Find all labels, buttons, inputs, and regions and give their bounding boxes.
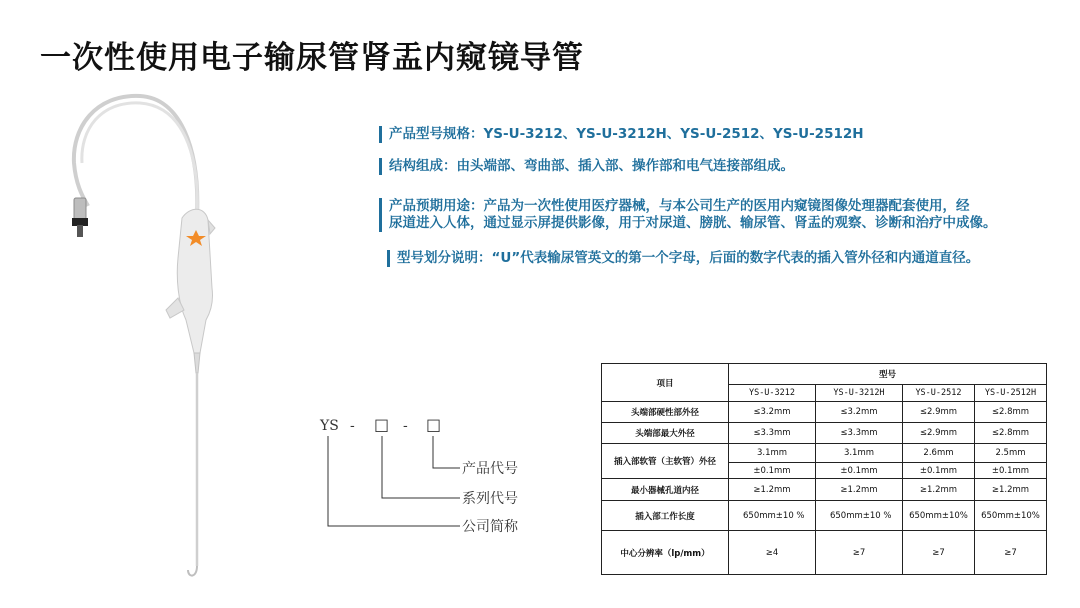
- model-col: YS-U-2512H: [974, 385, 1046, 402]
- table-row: [602, 444, 1047, 463]
- ureteroscope-illustration: [60, 88, 260, 588]
- table-cell: ≥7: [902, 531, 974, 575]
- label-product-code: 产品代号: [462, 461, 518, 477]
- header-model: 型号: [729, 364, 1047, 385]
- code-prefix: YS: [320, 418, 339, 434]
- table-cell: 2.5mm: [974, 444, 1046, 463]
- table-cell: 650mm±10 %: [729, 501, 816, 531]
- spec-table: [601, 363, 1047, 575]
- code-dash-2: -: [403, 418, 408, 434]
- table-row: [602, 402, 1047, 423]
- row-label: 最小器械孔道内径: [602, 479, 729, 501]
- model-code-diagram: [310, 410, 570, 550]
- table-cell: ≤3.2mm: [729, 402, 816, 423]
- model-col: YS-U-3212: [729, 385, 816, 402]
- table-cell: ±0.1mm: [974, 463, 1046, 479]
- label-series-code: 系列代号: [462, 491, 518, 507]
- table-row: [602, 423, 1047, 444]
- table-cell: ±0.1mm: [902, 463, 974, 479]
- code-dash-1: -: [350, 418, 355, 434]
- label-company-abbr: 公司简称: [462, 519, 518, 535]
- table-row: [602, 479, 1047, 501]
- table-cell: ≤3.3mm: [815, 423, 902, 444]
- row-label: 插入部软管（主软管）外径: [602, 444, 729, 479]
- table-cell: 650mm±10%: [902, 501, 974, 531]
- table-cell: 3.1mm: [729, 444, 816, 463]
- spec-intended-use: [379, 198, 1011, 232]
- spec-structure: 结构组成：由头端部、弯曲部、插入部、操作部和电气连接部组成。: [379, 158, 794, 175]
- table-cell: ≥4: [729, 531, 816, 575]
- code-box-product: □: [426, 415, 442, 434]
- spec-naming: 型号划分说明：“U”代表输尿管英文的第一个字母，后面的数字代表的插入管外径和内通道直径。: [387, 250, 979, 267]
- table-cell: ≤2.9mm: [902, 402, 974, 423]
- table-cell: 3.1mm: [815, 444, 902, 463]
- spec-model: 产品型号规格：YS-U-3212、YS-U-3212H、YS-U-2512、YS-U-2512H: [379, 126, 864, 143]
- table-cell: ≥7: [974, 531, 1046, 575]
- spec-intended-use-line2: 尿道进入人体，通过显示屏提供影像，用于对尿道、膀胱、输尿管、肾盂的观察、诊断和治疗中成像。: [389, 215, 997, 231]
- table-cell: 650mm±10%: [974, 501, 1046, 531]
- table-cell: ≤2.8mm: [974, 402, 1046, 423]
- code-box-series: □: [374, 415, 390, 434]
- header-item: 项目: [602, 364, 729, 402]
- row-label: 头端部硬性部外径: [602, 402, 729, 423]
- table-cell: ≤3.3mm: [729, 423, 816, 444]
- table-cell: ≥1.2mm: [974, 479, 1046, 501]
- table-row: [602, 501, 1047, 531]
- table-cell: ≥1.2mm: [902, 479, 974, 501]
- table-cell: ±0.1mm: [729, 463, 816, 479]
- row-label: 中心分辨率（lp/mm）: [602, 531, 729, 575]
- table-cell: ≥7: [815, 531, 902, 575]
- table-cell: ≤2.9mm: [902, 423, 974, 444]
- table-cell: ≤2.8mm: [974, 423, 1046, 444]
- page-title: 一次性使用电子输尿管肾盂内窥镜导管: [40, 40, 584, 76]
- model-col: YS-U-3212H: [815, 385, 902, 402]
- table-cell: ≤3.2mm: [815, 402, 902, 423]
- model-col: YS-U-2512: [902, 385, 974, 402]
- table-cell: ≥1.2mm: [729, 479, 816, 501]
- table-row: [602, 531, 1047, 575]
- spec-intended-use-line1: 产品预期用途：产品为一次性使用医疗器械，与本公司生产的医用内窥镜图像处理器配套使用，经: [389, 198, 970, 214]
- table-cell: ±0.1mm: [815, 463, 902, 479]
- table-cell: 650mm±10 %: [815, 501, 902, 531]
- table-cell: ≥1.2mm: [815, 479, 902, 501]
- row-label: 头端部最大外径: [602, 423, 729, 444]
- table-cell: 2.6mm: [902, 444, 974, 463]
- row-label: 插入部工作长度: [602, 501, 729, 531]
